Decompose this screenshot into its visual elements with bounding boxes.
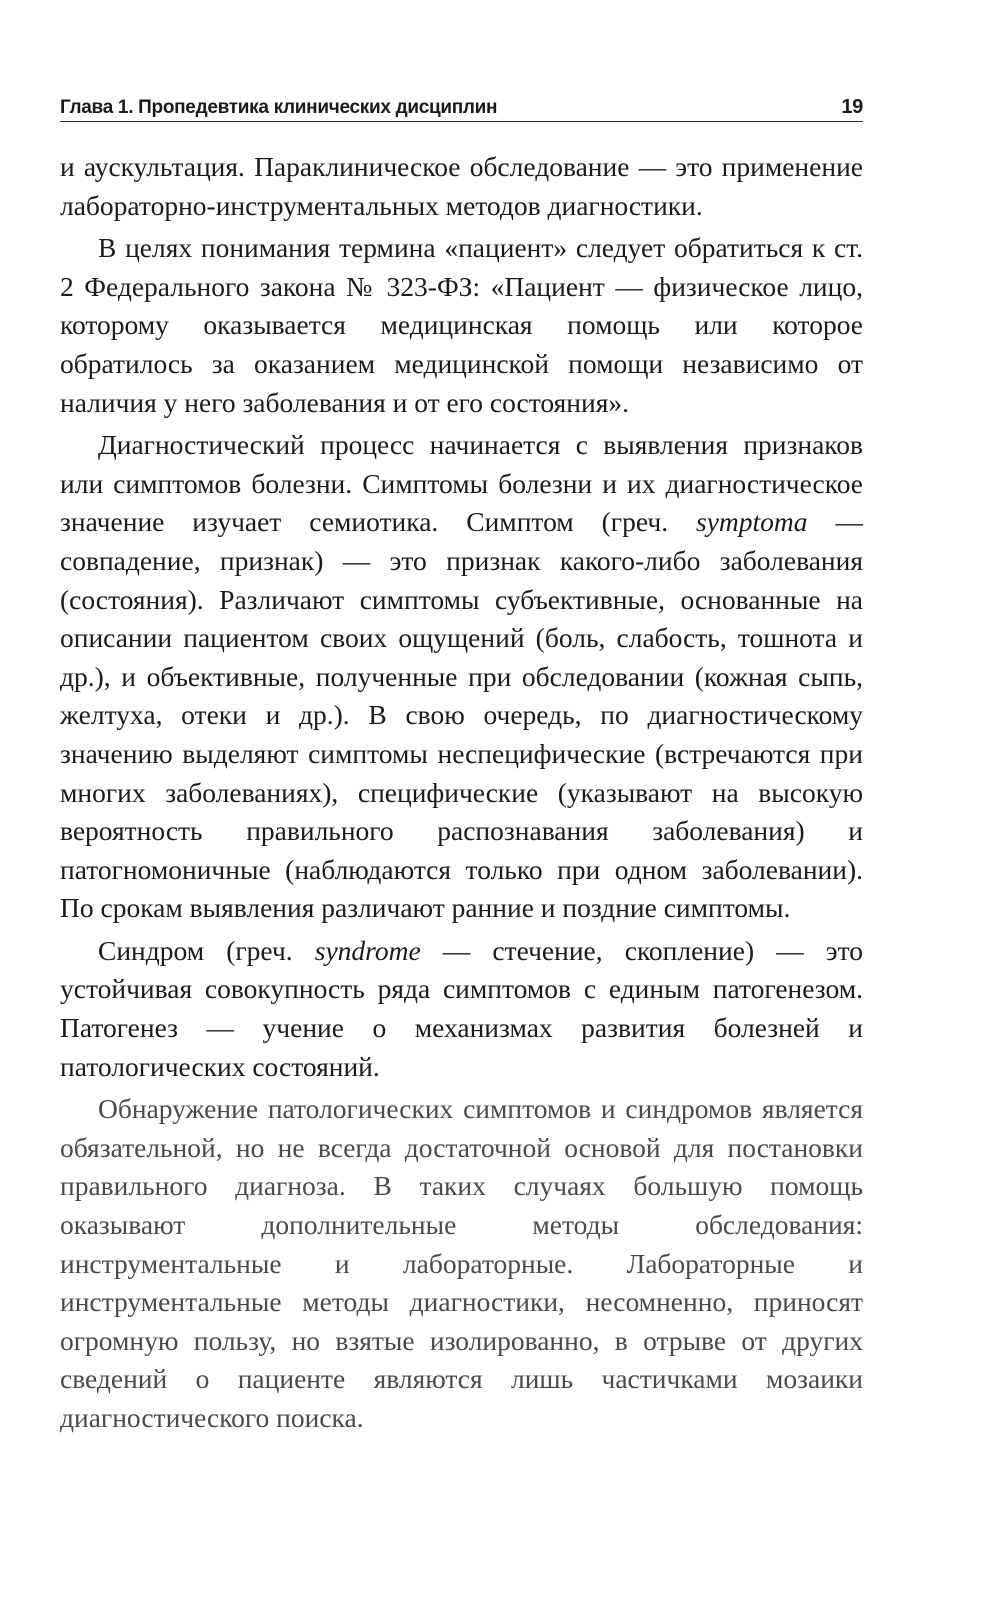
chapter-title: Глава 1. Пропедевтика клинических дисциплин [60, 97, 498, 118]
paragraph-5: Обнаружение патологических симптомов и синдромов является обязательной, но не всегда достаточной основой для постановки правильного диагноза. В таких случаях большую помощь оказывают дополнительные методы обследования: инструментальные и лабораторные. Лабораторные и инструментальные методы диагностики, несомненно, приносят огромную пользу, но взятые изолированно, в отрыве от других сведений о пациенте являются лишь частичками мозаики диагностического поиска. [60, 1093, 863, 1433]
paragraph-3-text-b: — совпадение, признак) — это признак какого-либо заболевания (состояния). Различают симптомы субъективные, основанные на описании пациентом своих ощущений (боль, слабость, тошнота и др.), и объективные, полученные при обследовании (кожная сыпь, желтуха, отеки и др.). В свою очередь, по диагностическому значению выделяют симптомы неспецифические (встречаются при многих заболеваниях), специфические (указывают на высокую вероятность правильного распознавания заболевания) и патогномоничные (наблюдаются только при одном заболевании). По срокам выявления различают ранние и поздние симптомы. [60, 506, 863, 924]
paragraph-4-text-a: Синдром (греч. [98, 934, 315, 966]
paragraph-4 [60, 932, 863, 1086]
term-symptoma: symptoma [696, 506, 808, 538]
paragraph-3-text-a: Диагностический процесс начинается с выявления признаков или симптомов болезни. Симптомы болезни и их диагностическое значение изучает семиотика. Симптом (греч. [60, 429, 863, 538]
paragraph-1: и аускультация. Параклиническое обследование — это применение лабораторно-инструментальных методов диагностики. [60, 151, 863, 221]
term-syndrome: syndrome [314, 934, 421, 966]
running-header [60, 96, 863, 122]
book-page [60, 96, 863, 1442]
page-number: 19 [841, 96, 863, 118]
paragraph-2: В целях понимания термина «пациент» следует обратиться к ст. 2 Федерального закона № 323-ФЗ: «Пациент — физическое лицо, которому оказывается медицинская помощь или которое обратилось за оказанием медицинской помощи независимо от наличия у него заболевания и от его состояния». [60, 232, 863, 418]
paragraph-4-text-b: — стечение, скопление) — это устойчивая совокупность ряда симптомов с единым патогенезом. Патогенез — учение о механизмах развития болезней и патологических состояний. [60, 934, 863, 1082]
body-text [60, 148, 863, 1438]
paragraph-3 [60, 426, 863, 928]
